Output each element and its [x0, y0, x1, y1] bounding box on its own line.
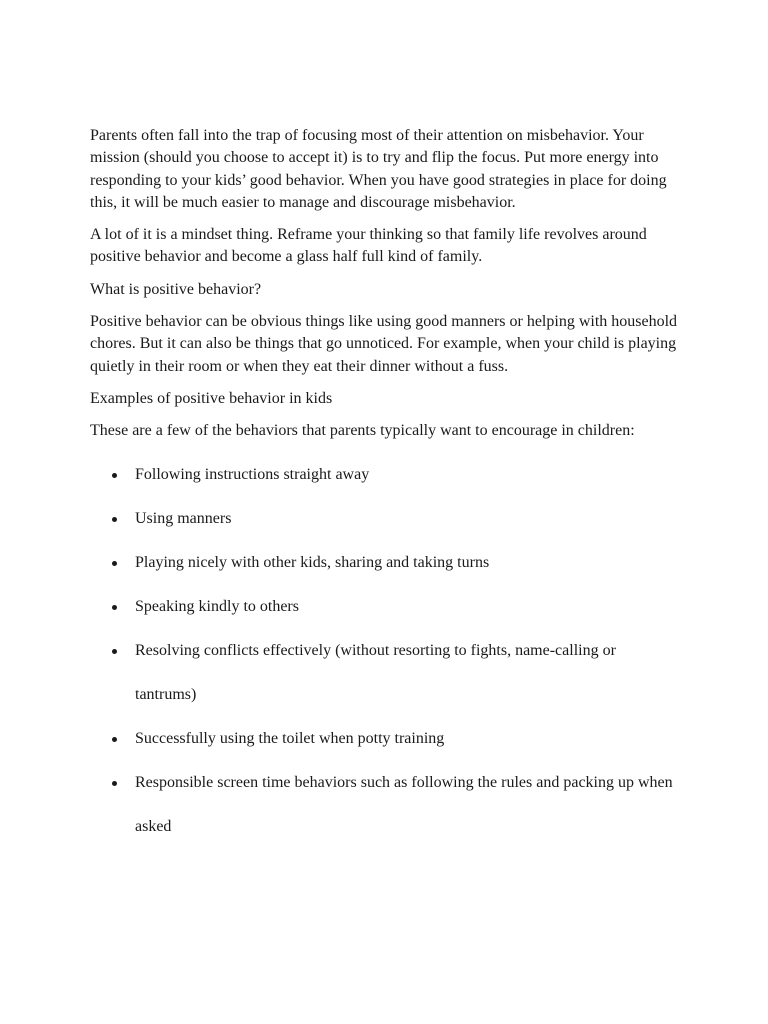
list-item	[90, 497, 680, 541]
list-item	[90, 541, 680, 585]
paragraph-mindset: A lot of it is a mindset thing. Reframe your thinking so that family life revolves around positive behavior and become a glass half full kind of family.	[90, 226, 647, 266]
bullet-icon	[112, 781, 117, 786]
bullet-icon	[112, 517, 117, 522]
list-item-text: Following instructions straight away	[135, 465, 370, 483]
behavior-list	[90, 453, 680, 849]
list-item	[90, 761, 680, 849]
paragraph-misbehavior-focus: Parents often fall into the trap of focusing most of their attention on misbehavior. Your mission (should you choose to accept it) is to try and flip the focus. Put more energy into responding to your kids’ good behavior. When you have good strategies in place for doing this, it will be much easier to manage and discourage misbehavior.	[90, 127, 667, 211]
bullet-icon	[112, 737, 117, 742]
list-item	[90, 453, 680, 497]
list-item	[90, 585, 680, 629]
paragraph-positive-behavior-definition: Positive behavior can be obvious things like using good manners or helping with household chores. But it can also be things that go unnoticed. For example, when your child is playing quietly in their room or when they eat their dinner without a fuss.	[90, 313, 678, 375]
list-item-text: Responsible screen time behaviors such as following the rules and packing up when asked	[135, 773, 673, 835]
bullet-icon	[112, 605, 117, 610]
list-item	[90, 629, 680, 717]
list-item-text: Speaking kindly to others	[135, 597, 299, 615]
list-item	[90, 717, 680, 761]
paragraph-behaviors-intro: These are a few of the behaviors that parents typically want to encourage in children:	[90, 422, 635, 440]
heading-what-is-positive-behavior: What is positive behavior?	[90, 280, 262, 298]
list-item-text: Resolving conflicts effectively (without resorting to fights, name-calling or tantrums)	[135, 641, 616, 703]
document-page	[90, 125, 680, 849]
list-item-text: Playing nicely with other kids, sharing and taking turns	[135, 553, 490, 571]
heading-examples: Examples of positive behavior in kids	[90, 389, 333, 407]
list-item-text: Using manners	[135, 509, 232, 527]
list-item-text: Successfully using the toilet when potty training	[135, 729, 445, 747]
bullet-icon	[112, 561, 117, 566]
bullet-icon	[112, 649, 117, 654]
bullet-icon	[112, 473, 117, 478]
